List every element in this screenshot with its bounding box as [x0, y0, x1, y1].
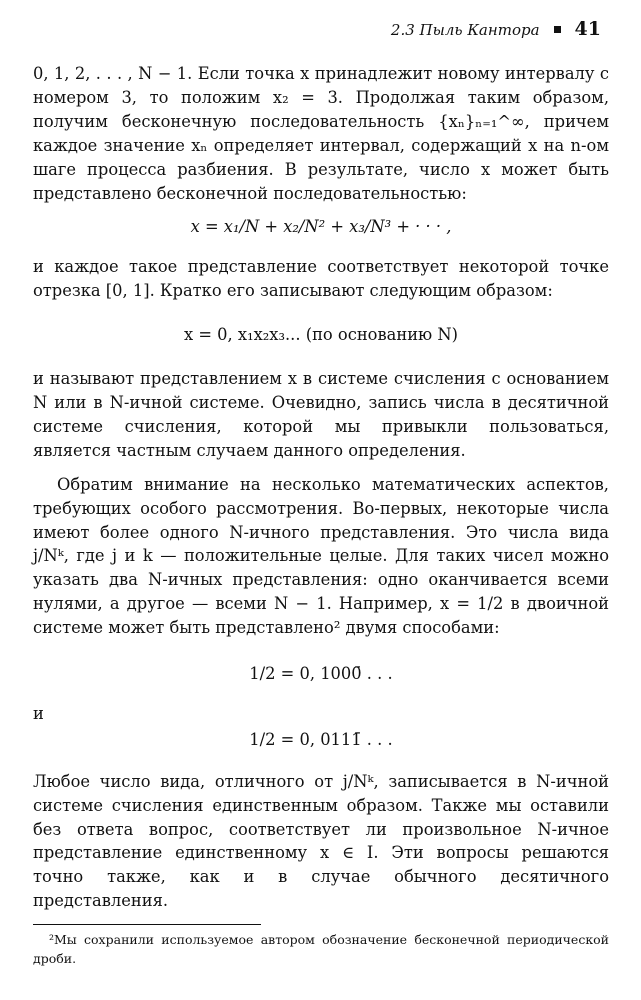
equation-binary-1: 1/2 = 0, 1000̄ . . . — [249, 664, 393, 684]
footnote: ²Мы сохранили используемое автором обозначение бесконечной периодической дроби. — [33, 932, 609, 966]
paragraph-2: и каждое такое представление соответствует некоторой точке отрезка [0, 1]. Кратко его записывают следующим образом: — [33, 257, 609, 301]
equation-series: x = x₁/N + x₂/N² + x₃/N³ + · · · , — [190, 217, 452, 237]
equation-notation: x = 0, x₁x₂x₃... (по основанию N) — [184, 325, 458, 345]
paragraph-5: Любое число вида, отличного от j/Nᵏ, записывается в N-ичной системе счисления единственным образом. Также мы оставили без ответа вопрос, соответствует ли произвольное N-ичное представление единственному x ∈ I. Эти вопросы решаются точно также, как и в случае обычного десятичного представления. — [33, 771, 609, 911]
paragraph-4: Обратим внимание на несколько математических аспектов, требующих особого рассмотрения. Во-первых, некоторые числа имеют более одного N-ичного представления. Это числа вида j/Nᵏ, где j и k — положительные целые. Для таких чисел можно указать два N-ичных представления: одно оканчивается всеми нулями, а другое — всеми N − 1. Например, x = 1/2 в двоичной системе может быть представлено² двумя способами: — [33, 474, 609, 638]
section-title: 2.3 Пыль Кантора — [390, 21, 540, 39]
header-square-bullet — [554, 26, 561, 33]
footnote-divider — [33, 924, 261, 925]
running-header — [391, 18, 601, 40]
paragraph-1: 0, 1, 2, . . . , N − 1. Если точка x принадлежит новому интервалу с номером 3, то положим x₂ = 3. Продолжая таким образом, получим бесконечную последовательность {xₙ}ₙ₌₁^∞, причем каждое значение xₙ определяет интервал, содержащий x на n-ом шаге процесса разбиения. В результате, число x может быть представлено бесконечной последовательностью: — [33, 64, 609, 203]
conjunction-and: и — [33, 703, 44, 723]
equation-binary-2: 1/2 = 0, 0111̄ . . . — [249, 729, 393, 749]
main-text — [33, 62, 609, 913]
paragraph-3: и называют представлением x в системе счисления с основанием N или в N-ичной системе. Очевидно, запись числа в десятичной системе счисления, которой мы привыкли пользоваться, является частным случаем данного определения. — [33, 369, 609, 460]
page-number: 41 — [574, 18, 601, 40]
